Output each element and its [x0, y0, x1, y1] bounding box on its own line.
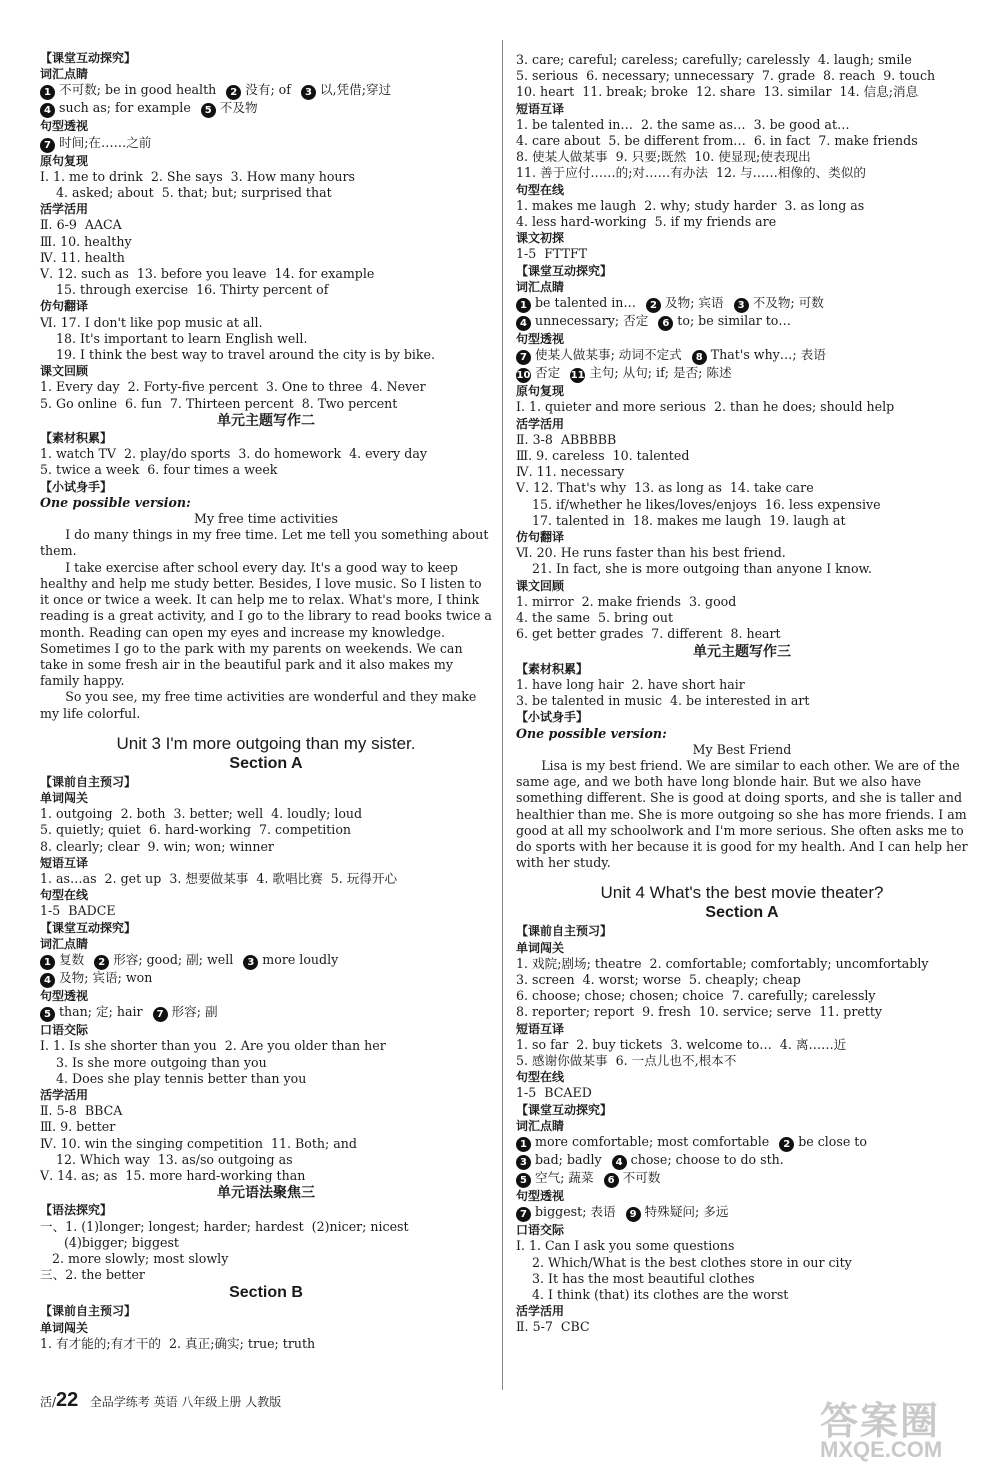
section-title: Section A: [705, 904, 779, 922]
answer-text: biggest; 表语: [535, 1204, 616, 1220]
answer-line: 8. reporter; report 9. fresh 10. service; serve 11. pretty: [516, 1004, 883, 1020]
answer-line: Ⅰ. 1. Is she shorter than you 2. Are you older than her: [40, 1038, 386, 1054]
answer-line: 1. Every day 2. Forty-five percent 3. One to three 4. Never: [40, 379, 426, 395]
answer-text: more loudly: [262, 951, 339, 967]
number-badge: 4: [40, 973, 55, 988]
answer-text: 不及物; 可数: [752, 295, 824, 311]
section-heading: 【课前自主预习】: [40, 774, 137, 789]
passage-paragraph: I take exercise after school every day. It's a good way to keep healthy and help me study better. Besides, I love music. So I listen to it once or twice a week. It can help me to relax. What's more, I think reading is a great activity, and I go to the library to read books twice a month. Reading can open my eyes and increase my knowledge. Sometimes I go to the park with my parents on weekends. We can take in some fresh air in the beautiful park and it also makes my family happy.: [40, 559, 492, 689]
section-heading: 活学活用: [516, 1304, 565, 1319]
answer-line: 15. if/whether he likes/loves/enjoys 16. less expensive: [516, 496, 881, 512]
answer-line: 1. 有才能的;有才干的 2. 真正;确实; true; truth: [40, 1335, 316, 1351]
answer-text: 以,凭借;穿过: [319, 82, 392, 98]
chapter-title: 单元语法聚焦三: [217, 1185, 315, 1202]
answer-line: 3. care; careful; careless; carefully; carelessly 4. laugh; smile: [516, 52, 912, 67]
answer-line: Ⅱ. 5-7 CBC: [516, 1319, 590, 1335]
answer-line: 4. Does she play tennis better than you: [40, 1070, 307, 1086]
answer-text: 复数: [59, 951, 85, 967]
answer-text: than; 定; hair: [59, 1004, 143, 1020]
number-badge: 3: [301, 85, 316, 100]
answer-text: 空气; 蔬菜: [535, 1169, 594, 1185]
answer-line: 4. the same 5. bring out: [516, 610, 674, 626]
answer-line: 4. less hard-working 5. if my friends are: [516, 214, 777, 230]
answer-line: 18. It's important to learn English well.: [40, 330, 308, 346]
answer-line: 4. asked; about 5. that; but; surprised that: [40, 185, 332, 201]
answer-line: Ⅴ. 14. as; as 15. more hard-working than: [40, 1167, 306, 1183]
section-heading: 句型在线: [516, 1070, 565, 1085]
numbered-answer-line: [40, 1004, 492, 1022]
watermark-logo: [820, 1390, 980, 1460]
section-heading: 【课堂互动探究】: [516, 1102, 613, 1117]
answer-text: 时间;在……之前: [59, 134, 152, 150]
section-heading: 口语交际: [40, 1023, 89, 1038]
answer-line: 17. talented in 18. makes me laugh 19. laugh at: [516, 512, 846, 528]
left-column: [40, 50, 492, 1352]
number-badge: 3: [243, 955, 258, 970]
answer-line: Ⅱ. 5-8 BBCA: [40, 1103, 123, 1119]
answer-text: That's why…; 表语: [710, 347, 826, 363]
answer-text: 主句; 从句; if; 是否; 陈述: [589, 365, 732, 381]
section-heading: 【语法探究】: [40, 1203, 113, 1218]
answer-line: 8. clearly; clear 9. win; won; winner: [40, 838, 274, 854]
section-heading: 词汇点睛: [516, 1118, 565, 1133]
answer-line: Ⅲ. 10. healthy: [40, 233, 132, 249]
section-heading: 句型在线: [516, 182, 565, 197]
answer-text: 形容; 副: [171, 1004, 218, 1020]
passage-title: My free time activities: [194, 511, 338, 527]
answer-text: 否定: [535, 365, 561, 381]
number-badge: 5: [201, 103, 216, 118]
answer-line: 3. screen 4. worst; worse 5. cheaply; cheap: [516, 971, 801, 987]
answer-line: 1. be talented in… 2. the same as… 3. be good at…: [516, 116, 850, 132]
number-badge: 1: [516, 1137, 531, 1152]
section-heading: 仿句翻译: [40, 299, 89, 314]
answer-text: be close to: [798, 1133, 867, 1149]
answer-line: 6. get better grades 7. different 8. heart: [516, 626, 781, 642]
answer-text: unnecessary; 否定: [535, 313, 649, 329]
answer-line: 1-5 BCAED: [516, 1085, 592, 1101]
section-heading: 句型透视: [516, 1188, 565, 1203]
answer-line: 4. I think (that) its clothes are the worst: [516, 1287, 789, 1302]
watermark-url: MXQE.COM: [820, 1437, 943, 1462]
page-number: 22: [56, 1389, 79, 1411]
answer-line: 5. Go online 6. fun 7. Thirteen percent 8. Two percent: [40, 395, 398, 411]
number-badge: 5: [516, 1173, 531, 1188]
answer-line: 1. so far 2. buy tickets 3. welcome to… 4. 离……近: [516, 1036, 847, 1052]
answer-line: 2. more slowly; most slowly: [40, 1251, 229, 1266]
section-heading: 【课堂互动探究】: [40, 51, 137, 65]
section-heading: 活学活用: [40, 202, 89, 217]
section-heading: 词汇点睛: [40, 936, 89, 951]
answer-line: 一、1. (1)longer; longest; harder; hardest (2)nicer; nicest: [40, 1218, 409, 1234]
answer-line: Ⅲ. 9. better: [40, 1119, 116, 1135]
numbered-answer-line: [40, 970, 492, 988]
number-badge: 8: [692, 350, 707, 365]
answer-line: 21. In fact, she is more outgoing than anyone I know.: [516, 561, 872, 577]
answer-text: 不可数: [622, 1169, 661, 1185]
answer-line: 1. have long hair 2. have short hair: [516, 676, 745, 692]
answer-text: 特殊疑问; 多远: [644, 1204, 729, 1220]
section-heading: 【课前自主预习】: [516, 924, 613, 939]
passage-paragraph: So you see, my free time activities are wonderful and they make my life colorful.: [40, 689, 477, 721]
answer-line: 4. care about 5. be different from… 6. in fact 7. make friends: [516, 133, 918, 149]
answer-text: be talented in…: [535, 295, 636, 311]
passage-paragraph: I do many things in my free time. Let me tell you something about them.: [40, 527, 489, 559]
chapter-title: 单元主题写作三: [693, 643, 791, 660]
number-badge: 7: [516, 350, 531, 365]
numbered-answer-line: [516, 1152, 968, 1170]
section-heading: 【素材积累】: [516, 661, 589, 676]
section-heading: 【小试身手】: [516, 710, 589, 725]
answer-line: Ⅵ. 20. He runs faster than his best friend.: [516, 545, 786, 561]
section-heading: 短语互译: [40, 855, 89, 870]
answer-text: to; be similar to…: [677, 313, 791, 329]
answer-line: 8. 使某人做某事 9. 只要;既然 10. 使显现;使表现出: [516, 149, 811, 165]
column-divider: [502, 40, 503, 1390]
section-heading: 句型透视: [40, 119, 89, 134]
numbered-answer-line: [516, 1134, 968, 1152]
section-heading: 短语互译: [516, 1021, 565, 1036]
unit-title: Unit 4 What's the best movie theater?: [600, 883, 884, 903]
section-heading: 【课堂互动探究】: [516, 263, 613, 278]
number-badge: 2: [226, 85, 241, 100]
watermark-text: 答案圈: [820, 1399, 941, 1443]
section-heading: 短语互译: [516, 101, 565, 116]
answer-line: Ⅴ. 12. That's why 13. as long as 14. take care: [516, 480, 814, 496]
answer-line: Ⅱ. 6-9 AACA: [40, 217, 122, 233]
number-badge: 4: [40, 103, 55, 118]
answer-text: 不及物: [219, 100, 258, 116]
number-badge: 1: [516, 298, 531, 313]
unit-title: Unit 3 I'm more outgoing than my sister.: [116, 733, 416, 753]
section-heading: 课文回顾: [516, 578, 565, 593]
answer-text: such as; for example: [59, 100, 191, 116]
answer-text: 不可数; be in good health: [59, 82, 217, 98]
answer-line: (4)bigger; biggest: [40, 1234, 179, 1250]
section-heading: 活学活用: [516, 416, 565, 431]
answer-line: Ⅱ. 3-8 ABBBBB: [516, 431, 617, 447]
answer-text: 及物; 宾语: [665, 295, 724, 311]
answer-text: 没有; of: [245, 82, 291, 98]
answer-line: 5. twice a week 6. four times a week: [40, 462, 278, 478]
section-heading: 句型透视: [516, 332, 565, 347]
section-title: Section A: [229, 754, 303, 772]
number-badge: 4: [612, 1155, 627, 1170]
section-heading: 【课堂互动探究】: [40, 920, 137, 935]
section-heading: 单词闯关: [516, 940, 565, 955]
number-badge: 9: [626, 1207, 641, 1222]
answer-text: 及物; 宾语; won: [59, 969, 153, 985]
numbered-answer-line: [40, 82, 492, 100]
number-badge: 3: [516, 1155, 531, 1170]
number-badge: 6: [604, 1173, 619, 1188]
answer-line: 11. 善于应付……的;对……有办法 12. 与……相像的、类似的: [516, 165, 866, 181]
answer-line: 3. Is she more outgoing than you: [40, 1054, 267, 1070]
version-label: One possible version:: [40, 494, 191, 510]
answer-line: Ⅳ. 10. win the singing competition 11. Both; and: [40, 1135, 357, 1151]
section-heading: 原句复现: [40, 153, 89, 168]
answer-text: bad; badly: [535, 1151, 602, 1167]
passage-title: My Best Friend: [692, 741, 792, 757]
number-badge: 2: [646, 298, 661, 313]
answer-line: 1. makes me laugh 2. why; study harder 3. as long as: [516, 197, 865, 213]
numbered-answer-line: [516, 365, 968, 383]
answer-line: Ⅳ. 11. necessary: [516, 464, 625, 480]
answer-line: 1. 戏院;剧场; theatre 2. comfortable; comfortably; uncomfortably: [516, 955, 929, 971]
number-badge: 5: [40, 1007, 55, 1022]
number-badge: 10: [516, 370, 531, 382]
answer-text: 形容; good; 副; well: [113, 951, 234, 967]
section-heading: 句型透视: [40, 988, 89, 1003]
answer-line: 1-5 FTTFT: [516, 246, 588, 262]
answer-text: more comfortable; most comfortable: [535, 1133, 770, 1149]
section-heading: 课文回顾: [40, 364, 89, 379]
numbered-answer-line: [40, 100, 492, 118]
answer-line: 1. as…as 2. get up 3. 想要做某事 4. 歌唱比赛 5. 玩得开心: [40, 870, 398, 886]
section-heading: 单词闯关: [40, 790, 89, 805]
passage-paragraph: Lisa is my best friend. We are similar to each other. We are of the same age, and we both have long blonde hair. But we also have something different. She is good at doing sports, and she is taller and healthier than me. She is more outgoing so she has more friends. I am good at all my schoolwork and I'm more serious. She often asks me to do sports with her because it is good for my health. And I can help her with her study.: [516, 757, 968, 871]
number-badge: 1: [40, 955, 55, 970]
numbered-answer-line: [40, 952, 492, 970]
section-heading: 【素材积累】: [40, 431, 113, 446]
section-heading: 词汇点睛: [40, 67, 89, 82]
number-badge: 6: [658, 316, 673, 331]
answer-line: 10. heart 11. break; broke 12. share 13. similar 14. 信息;消息: [516, 84, 919, 100]
number-badge: 1: [40, 85, 55, 100]
section-heading: 【课前自主预习】: [40, 1304, 137, 1319]
number-badge: 4: [516, 316, 531, 331]
section-heading: 【小试身手】: [40, 479, 113, 494]
answer-line: Ⅰ. 1. Can I ask you some questions: [516, 1238, 735, 1254]
numbered-answer-line: [40, 135, 492, 153]
answer-line: 2. Which/What is the best clothes store in our city: [516, 1254, 852, 1270]
section-heading: 原句复现: [516, 384, 565, 399]
answer-text: chose; choose to do sth.: [630, 1151, 784, 1167]
answer-line: 1. mirror 2. make friends 3. good: [516, 593, 737, 609]
footer-prefix: 活/: [40, 1395, 57, 1409]
answer-line: 3. be talented in music 4. be interested in art: [516, 693, 810, 709]
answer-line: 5. quietly; quiet 6. hard-working 7. competition: [40, 822, 352, 838]
number-badge: 11: [570, 370, 585, 382]
answer-line: 1. watch TV 2. play/do sports 3. do homework 4. every day: [40, 446, 427, 462]
answer-text: 使某人做某事; 动词不定式: [535, 347, 682, 363]
answer-line: 三、2. the better: [40, 1267, 145, 1283]
answer-line: 5. serious 6. necessary; unnecessary 7. grade 8. reach 9. touch: [516, 68, 936, 84]
answer-line: 1-5 BADCE: [40, 903, 116, 919]
answer-line: 12. Which way 13. as/so outgoing as: [40, 1151, 293, 1167]
answer-line: Ⅰ. 1. me to drink 2. She says 3. How many hours: [40, 168, 356, 184]
section-heading: 单词闯关: [40, 1320, 89, 1335]
answer-line: Ⅲ. 9. careless 10. talented: [516, 448, 690, 464]
numbered-answer-line: [516, 313, 968, 331]
numbered-answer-line: [516, 1204, 968, 1222]
answer-line: 1. outgoing 2. both 3. better; well 4. loudly; loud: [40, 806, 363, 822]
answer-line: Ⅴ. 12. such as 13. before you leave 14. for example: [40, 266, 375, 282]
section-heading: 口语交际: [516, 1223, 565, 1238]
answer-line: Ⅰ. 1. quieter and more serious 2. than he does; should help: [516, 399, 895, 415]
chapter-title: 单元主题写作二: [217, 412, 315, 429]
number-badge: 7: [153, 1007, 168, 1022]
numbered-answer-line: [516, 295, 968, 313]
number-badge: 7: [40, 138, 55, 153]
answer-line: 5. 感谢你做某事 6. 一点儿也不,根本不: [516, 1052, 737, 1068]
version-label: One possible version:: [516, 725, 667, 741]
answer-line: 15. through exercise 16. Thirty percent of: [40, 282, 329, 298]
answer-line: 3. It has the most beautiful clothes: [516, 1270, 755, 1286]
numbered-answer-line: [516, 1170, 968, 1188]
number-badge: 7: [516, 1207, 531, 1222]
number-badge: 2: [94, 955, 109, 970]
answer-line: 6. choose; chose; chosen; choice 7. carefully; carelessly: [516, 988, 876, 1004]
section-heading: 词汇点睛: [516, 279, 565, 294]
right-column: [516, 52, 968, 1336]
answer-line: Ⅳ. 11. health: [40, 249, 125, 265]
section-title: Section B: [229, 1284, 303, 1302]
section-heading: 课文初探: [516, 231, 565, 246]
section-heading: 句型在线: [40, 888, 89, 903]
book-info: 全品学练考 英语 八年级上册 人教版: [89, 1395, 282, 1409]
number-badge: 3: [734, 298, 749, 313]
section-heading: 活学活用: [40, 1087, 89, 1102]
section-heading: 仿句翻译: [516, 530, 565, 545]
page-footer: [40, 1389, 281, 1412]
answer-line: 19. I think the best way to travel around the city is by bike.: [40, 347, 436, 363]
answer-line: Ⅵ. 17. I don't like pop music at all.: [40, 314, 263, 330]
number-badge: 2: [779, 1137, 794, 1152]
numbered-answer-line: [516, 347, 968, 365]
